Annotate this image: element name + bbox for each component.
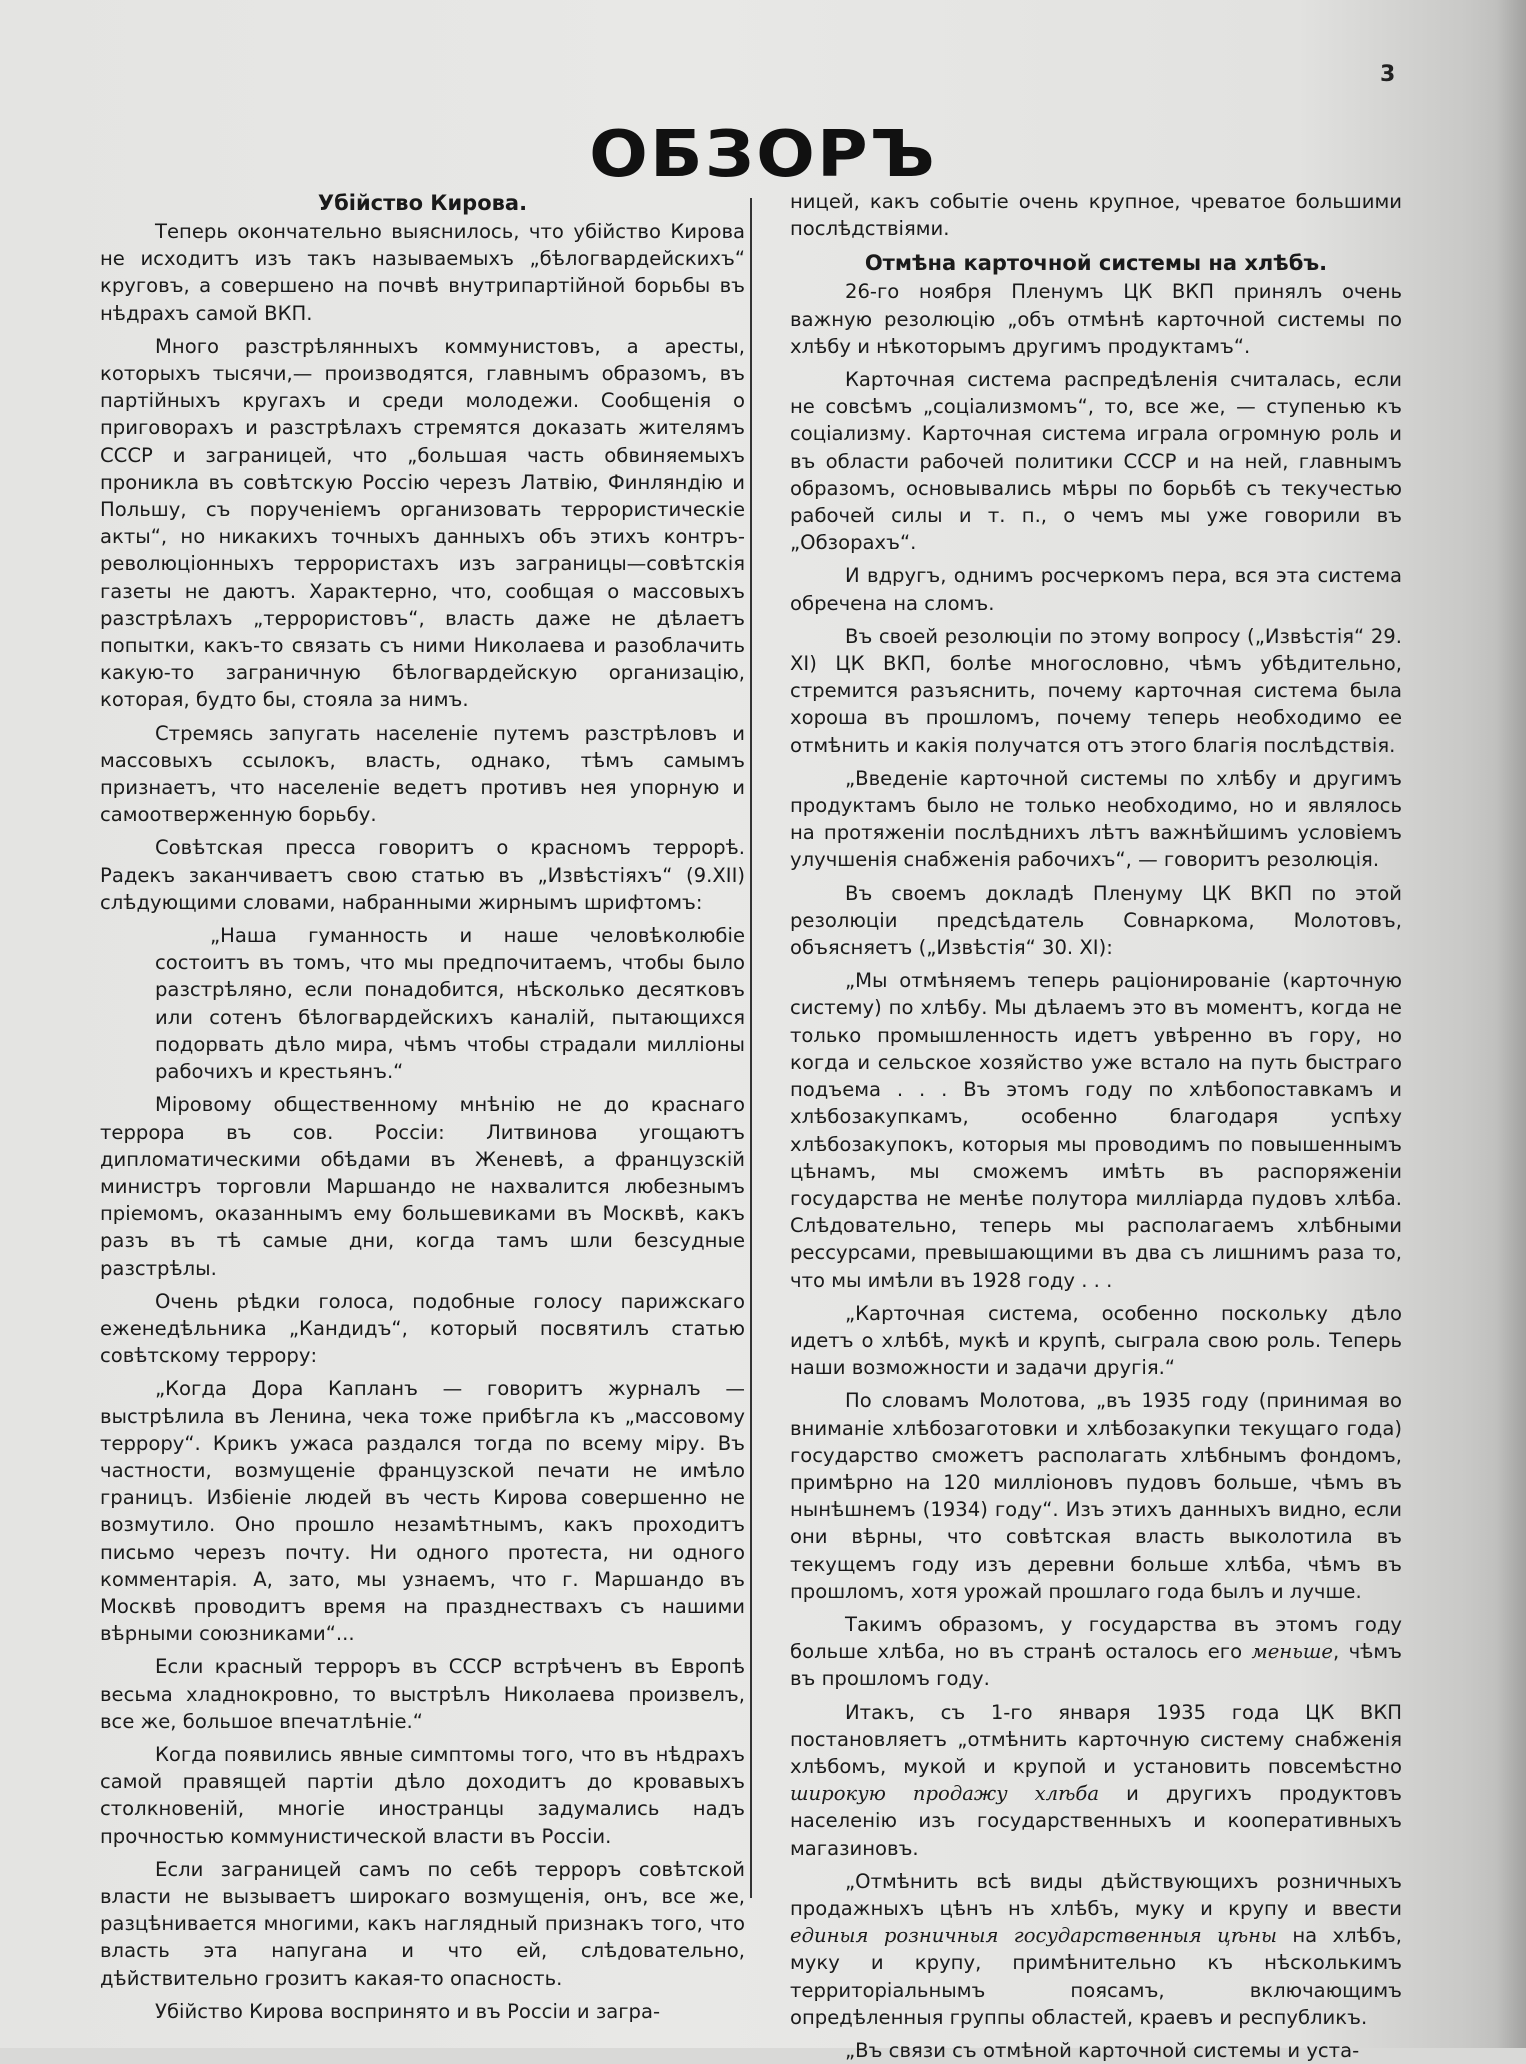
paragraph: Стремясь запугать населеніе путемъ разстрѣловъ и массовыхъ ссылокъ, власть, однако, тѣмъ самымъ признаетъ, что населеніе ведетъ противъ нея упорную и самоотверженную борьбу. bbox=[100, 721, 745, 827]
italic-emphasis: широкую продажу хлѣба bbox=[790, 1782, 1100, 1806]
right-column bbox=[790, 188, 1402, 2064]
section-heading-kirov: Убійство Кирова. bbox=[317, 191, 528, 215]
paragraph: Въ своей резолюціи по этому вопросу („Извѣстія“ 29. XI) ЦК ВКП, болѣе многословно, чѣмъ убѣдительно, стремится разъяснить, почему карточная система была хороша въ прошломъ, почему теперь необходимо ее отмѣнить и какія получатся отъ этого благія послѣдствія. bbox=[790, 624, 1402, 757]
text-span: на хлѣбъ, муку и крупу, примѣнительно къ нѣсколькимъ территоріальнымъ поясамъ, включающимъ опредѣленныя группы областей, краевъ и республикъ. bbox=[790, 1924, 1402, 2029]
italic-emphasis: меньше bbox=[1251, 1640, 1334, 1664]
text-span: , чѣмъ въ прошломъ году. bbox=[790, 1640, 1402, 1691]
page-title: ОБЗОРЪ bbox=[589, 118, 937, 192]
text-span: „Отмѣнить всѣ виды дѣйствующихъ розничныхъ продажныхъ цѣнъ нъ хлѣбъ, муку и крупу и ввести bbox=[790, 1869, 1402, 1920]
text-span: и другихъ продуктовъ населенію изъ государственныхъ и кооперативныхъ магазиновъ. bbox=[790, 1782, 1402, 1860]
page-edge-shadow bbox=[1496, 0, 1526, 2048]
paragraph bbox=[790, 1868, 1402, 2031]
section-heading-ration-cards: Отмѣна карточной системы на хлѣбъ. bbox=[864, 251, 1328, 276]
paragraph: 26-го ноября Пленумъ ЦК ВКП принялъ очень важную резолюцію „объ отмѣнѣ карточной системы по хлѣбу и нѣкоторымъ другимъ продуктамъ“. bbox=[790, 280, 1402, 358]
paragraph: „Карточная система, особенно поскольку дѣло идетъ о хлѣбѣ, мукѣ и крупѣ, сыграла свою роль. Теперь наши возможности и задачи другія.“ bbox=[790, 1301, 1402, 1380]
paragraph: Совѣтская пресса говоритъ о красномъ террорѣ. Радекъ заканчиваетъ свою статью въ „Извѣстіяхъ“ (9.XII) слѣдующими словами, набранными жирнымъ шрифтомъ: bbox=[100, 836, 745, 914]
text-span: Итакъ, съ 1-го января 1935 года ЦК ВКП постановляетъ „отмѣнить карточную систему снабженія хлѣбомъ, мукой и крупой и установить повсемѣстно bbox=[790, 1700, 1402, 1778]
paragraph: Если заграницей самъ по себѣ терроръ совѣтской власти не вызываетъ широкаго возмущенія, онъ, все же, разцѣнивается многими, какъ наглядный признакъ того, что власть эта напугана и что ей, слѣдовательно, дѣйствительно грозитъ какая-то опасность. bbox=[100, 1857, 745, 1990]
paragraph: Если красный терроръ въ СССР встрѣченъ въ Европѣ весьма хладнокровно, то выстрѣлъ Николаева произвелъ, все же, большое впечатлѣніе.“ bbox=[100, 1655, 745, 1733]
paragraph: По словамъ Молотова, „въ 1935 году (принимая во вниманіе хлѣбозаготовки и хлѣбозакупки текущаго года) государство сможетъ располагать хлѣбнымъ фондомъ, примѣрно на 120 милліоновъ пудовъ больше, чѣмъ въ нынѣшнемъ (1934) году“. Изъ этихъ данныхъ видно, если они вѣрны, что совѣтская власть выколотила въ текущемъ году изъ деревни больше хлѣба, чѣмъ въ прошломъ, хотя урожай прошлаго года былъ и лучше. bbox=[790, 1389, 1402, 1603]
paragraph: „Мы отмѣняемъ теперь раціонированіе (карточную систему) по хлѣбу. Мы дѣлаемъ это въ моментъ, когда не только промышленность идетъ увѣренно въ гору, но когда и сельское хозяйство уже встало на путь быстраго подъема . . . Въ этомъ году по хлѣбопоставкамъ и хлѣбозакупкамъ, особенно благодаря успѣху хлѣбозакупокъ, которыя мы проводимъ по повышеннымъ цѣнамъ, мы сможемъ имѣть въ распоряженіи государства не менѣе полутора милліарда пудовъ хлѣба. Слѣдовательно, теперь мы располагаемъ хлѣбными рессурсами, превышающими въ два съ лишнимъ раза то, что мы имѣли въ 1928 году . . . bbox=[790, 969, 1402, 1292]
italic-emphasis: единыя розничныя государственныя цѣны bbox=[790, 1924, 1277, 1948]
paragraph: И вдругъ, однимъ росчеркомъ пера, вся эта система обречена на сломъ. bbox=[790, 564, 1402, 615]
paragraph: „Когда Дора Капланъ — говоритъ журналъ — выстрѣлила въ Ленина, чека тоже прибѣгла къ „массовому террору“. Крикъ ужаса раздался тогда по всему міру. Въ частности, возмущеніе французской печати не имѣло границъ. Избіеніе людей въ честь Кирова совершенно не возмутило. Оно прошло незамѣтнымъ, какъ проходитъ письмо черезъ почту. Ни одного протеста, ни одного комментарія. А, зато, мы узнаемъ, что г. Маршандо въ Москвѣ проводитъ время на празднествахъ съ нашими вѣрными союзниками“... bbox=[100, 1377, 745, 1646]
text-span: Такимъ образомъ, у государства въ этомъ году больше хлѣба, но въ странѣ осталось его bbox=[790, 1612, 1402, 1664]
paragraph: „Введеніе карточной системы по хлѣбу и другимъ продуктамъ было не только необходимо, но и являлось на протяженіи послѣднихъ лѣтъ важнѣйшимъ условіемъ улучшенія снабженія рабочихъ“, — говоритъ резолюція. bbox=[790, 766, 1402, 872]
paragraph: Въ своемъ докладѣ Пленуму ЦК ВКП по этой резолюціи предсѣдатель Совнаркома, Молотовъ, объясняетъ („Извѣстія“ 30. XI): bbox=[790, 881, 1402, 960]
column-divider bbox=[750, 198, 752, 1898]
paragraph: Теперь окончательно выяснилось, что убійство Кирова не исходитъ изъ такъ называемыхъ „бѣлогвардейскихъ“ круговъ, а совершено на почвѣ внутрипартійной борьбы въ нѣдрахъ самой ВКП. bbox=[100, 220, 745, 325]
paragraph bbox=[790, 1699, 1402, 1862]
paragraph: Убійство Кирова воспринято и въ Россіи и загра- bbox=[155, 1999, 661, 2023]
left-column bbox=[100, 188, 745, 2025]
paragraph: Міровому общественному мнѣнію не до краснаго террора въ сов. Россіи: Литвинова угощаютъ дипломатическими обѣдами въ Женевѣ, а французскій министръ торговли Маршандо не нахвалится любезнымъ пріемомъ, оказаннымъ ему большевиками въ Москвѣ, какъ разъ въ тѣ самые дни, когда тамъ шли безсудные разстрѣлы. bbox=[100, 1093, 745, 1280]
paragraph: Много разстрѣлянныхъ коммунистовъ, а аресты, которыхъ тысячи,— производятся, главнымъ образомъ, въ партійныхъ кругахъ и среди молодежи. Сообщенія о приговорахъ и разстрѣлахъ стремятся доказать жителямъ СССР и заграницей, что „большая часть обвиняемыхъ проникла въ совѣтскую Россію черезъ Латвію, Финляндію и Польшу, съ порученіемъ организовать террористическіе акты“, но никакихъ точныхъ данныхъ объ этихъ контръ-революціонныхъ террористахъ изъ заграницы—совѣтскія газеты не даютъ. Характерно, что, сообщая о массовыхъ разстрѣлахъ „террористовъ“, власть даже не дѣлаетъ попытки, какъ-то связать съ ними Николаева и разоблачить какую-то заграничную бѣлогвардейскую организацію, которая, будто бы, стояла за нимъ. bbox=[100, 334, 745, 712]
paragraph bbox=[790, 1611, 1402, 1693]
paragraph: „Въ связи съ отмѣной карточной системы и уста- bbox=[845, 2039, 1360, 2062]
paragraph-continuation: ницей, какъ событіе очень крупное, чреватое большими послѣдствіями. bbox=[790, 190, 1402, 241]
paragraph: Карточная система распредѣленія считалась, если не совсѣмъ „соціализмомъ“, то, все же, — ступенью къ соціализму. Карточная система играла огромную роль и въ области рабочей политики СССР и на ней, главнымъ образомъ, основывались мѣры по борьбѣ съ текучестью рабочей силы и т. п., о чемъ мы уже говорили въ „Обзорахъ“. bbox=[790, 368, 1402, 555]
block-quote: „Наша гуманность и наше человѣколюбіе состоитъ въ томъ, что мы предпочитаемъ, чтобы было разстрѣляно, если понадобится, нѣсколько десятковъ или сотенъ бѣлогвардейскихъ каналій, пытающихся подорвать дѣло мира, чѣмъ чтобы страдали милліоны рабочихъ и крестьянъ.“ bbox=[155, 924, 745, 1084]
paragraph: Когда появились явные симптомы того, что въ нѣдрахъ самой правящей партіи дѣло доходитъ до кровавыхъ столкновеній, многіе иностранцы задумались надъ прочностью коммунистической власти въ Россіи. bbox=[100, 1742, 745, 1848]
paragraph: Очень рѣдки голоса, подобные голосу парижскаго еженедѣльника „Кандидъ“, который посвятилъ статью совѣтскому террору: bbox=[100, 1289, 745, 1368]
page-number: 3 bbox=[1380, 62, 1396, 87]
